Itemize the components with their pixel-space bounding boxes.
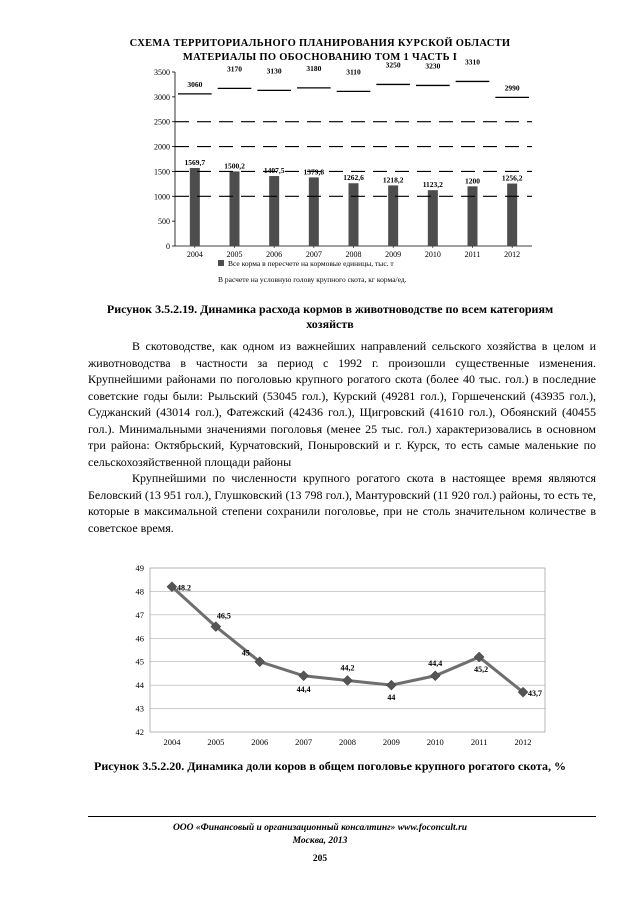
bar (388, 185, 398, 246)
bar (269, 176, 279, 246)
bar-value-label: 1262,6 (343, 173, 364, 183)
x-tick-label: 2010 (426, 737, 444, 747)
y-tick-label: 42 (135, 727, 144, 737)
x-tick-label: 2006 (266, 250, 283, 259)
x-tick-label: 2008 (339, 737, 356, 747)
data-label: 44 (387, 693, 396, 703)
per-head-value-label: 3110 (346, 67, 361, 77)
x-tick-label: 2004 (186, 250, 203, 259)
data-point (430, 671, 440, 681)
bar-value-label: 1500,2 (224, 161, 245, 171)
paragraph-1: В скотоводстве, как одном из важнейших направлений сельского хозяйства в целом и животноводства в частности за период с 1992 г. произошли существенные изменения. Крупнейшими районами по поголовью крупного рогатого скота (более 40 тыс. гол.) в последние советские годы были: Рыльский (53045 гол.), Курский (49281 гол.), Горшеченский (43935 гол.), Суджанский (43014 гол.), Фатежский (42436 гол.), Щигровский (41610 гол.), Обоянский (40455 гол.). Минимальными значениями поголовья (менее 25 тыс. гол.) характеризовались в основном три района: Октябрьский, Курчатовский, Поныровский и г. Курск, то есть самые маленькие по сельскохозяйственной площади районы (88, 339, 596, 469)
legend-label-bars: Все корма в пересчете на кормовые единицы, тыс. т (228, 259, 394, 268)
bar-value-label: 1200 (465, 176, 480, 186)
bar-value-label: 1569,7 (184, 157, 206, 167)
figure-caption-1-line2: хозяйств (306, 317, 354, 331)
y-tick-label: 49 (135, 563, 144, 573)
legend-label-per-head: В расчете на условную голову крупного скота, кг корма/ед. (218, 275, 407, 284)
bar-value-label: 1218,2 (382, 175, 404, 185)
y-tick-label: 1500 (154, 167, 170, 177)
x-tick-label: 2007 (305, 250, 322, 259)
legend-swatch-bars (218, 260, 224, 266)
page-number: 205 (312, 854, 328, 864)
per-head-value-label: 3130 (266, 66, 282, 76)
data-label: 45 (241, 648, 250, 658)
y-tick-label: 45 (135, 656, 144, 667)
x-tick-label: 2004 (163, 737, 181, 747)
bar-value-label: 1256,2 (501, 173, 523, 183)
y-tick-label: 47 (135, 609, 144, 620)
x-tick-label: 2006 (251, 737, 269, 747)
data-label: 44,2 (340, 663, 355, 673)
footer-divider (88, 816, 596, 817)
data-label: 44,4 (428, 658, 443, 668)
x-tick-label: 2008 (345, 250, 362, 259)
figure-caption-2: Рисунок 3.5.2.20. Динамика доли коров в общем поголовье крупного рогатого скота, % (94, 759, 566, 773)
data-label: 48.2 (176, 583, 191, 593)
paragraph-2: Крупнейшими по численности крупного рогатого скота в настоящее время являются Беловский (13 951 гол.), Глушковский (13 798 гол.), Мантуровский (11 920 гол.) районы, то есть те, которые в максимальной степени сохранили поголовье, при не столь значительном количестве в советское время. (88, 471, 596, 535)
x-tick-label: 2011 (464, 250, 481, 259)
x-tick-label: 2007 (295, 737, 313, 747)
y-tick-label: 3500 (154, 68, 170, 77)
per-head-value-label: 3180 (306, 63, 322, 73)
x-tick-label: 2010 (424, 250, 441, 259)
per-head-value-label: 3250 (385, 60, 401, 70)
footer-city: Москва, 2013 (292, 836, 348, 846)
bar (309, 177, 319, 246)
x-tick-label: 2009 (382, 737, 400, 747)
per-head-value-label: 3170 (227, 64, 242, 74)
data-label: 45,2 (474, 665, 489, 675)
bar (468, 186, 478, 246)
figure-caption-1-line1: Рисунок 3.5.2.19. Динамика расхода кормов в животноводстве по всем категориям (106, 302, 554, 316)
data-point (343, 675, 353, 685)
x-tick-label: 2009 (385, 250, 402, 259)
x-tick-label: 2012 (514, 737, 532, 747)
x-tick-label: 2005 (207, 737, 225, 747)
bar-value-label: 1407,5 (263, 166, 285, 176)
bar-value-label: 1123,2 (422, 180, 443, 190)
y-tick-label: 43 (135, 703, 144, 714)
plot-area (150, 568, 545, 732)
y-tick-label: 44 (135, 680, 144, 691)
per-head-value-label: 3310 (465, 57, 480, 67)
x-tick-label: 2011 (470, 737, 488, 747)
y-tick-label: 48 (135, 586, 144, 597)
x-tick-label: 2012 (504, 250, 521, 259)
y-tick-label: 1000 (154, 192, 170, 202)
data-label: 46,5 (216, 611, 231, 621)
data-label: 43,7 (528, 689, 543, 699)
y-tick-label: 500 (158, 217, 170, 227)
x-tick-label: 2005 (226, 250, 243, 259)
y-tick-label: 2500 (154, 117, 170, 127)
bar (507, 184, 517, 246)
body-text (88, 338, 596, 536)
data-point (386, 680, 396, 690)
per-head-value-label: 2990 (504, 83, 520, 93)
y-tick-label: 46 (135, 633, 144, 644)
y-tick-label: 0 (166, 242, 170, 251)
data-point (299, 671, 309, 681)
y-tick-label: 3000 (154, 92, 170, 102)
footer-company: ООО «Финансовый и организационный консалтинг» www.foconcult.ru (172, 823, 468, 833)
bar-value-label: 1379,8 (303, 167, 325, 177)
document-header-line1: СХЕМА ТЕРРИТОРИАЛЬНОГО ПЛАНИРОВАНИЯ КУРСКОЙ ОБЛАСТИ (129, 38, 511, 49)
bar (190, 168, 200, 246)
document-header-line2: МАТЕРИАЛЫ ПО ОБОСНОВАНИЮ ТОМ 1 ЧАСТЬ I (182, 52, 458, 63)
per-head-value-label: 3230 (425, 61, 441, 71)
bar (428, 190, 438, 246)
y-tick-label: 2000 (154, 142, 170, 152)
data-label: 44,4 (296, 684, 311, 694)
cows-share-chart (120, 560, 555, 752)
per-head-value-label: 3060 (187, 79, 203, 89)
bar (230, 171, 240, 246)
bar (349, 183, 359, 246)
